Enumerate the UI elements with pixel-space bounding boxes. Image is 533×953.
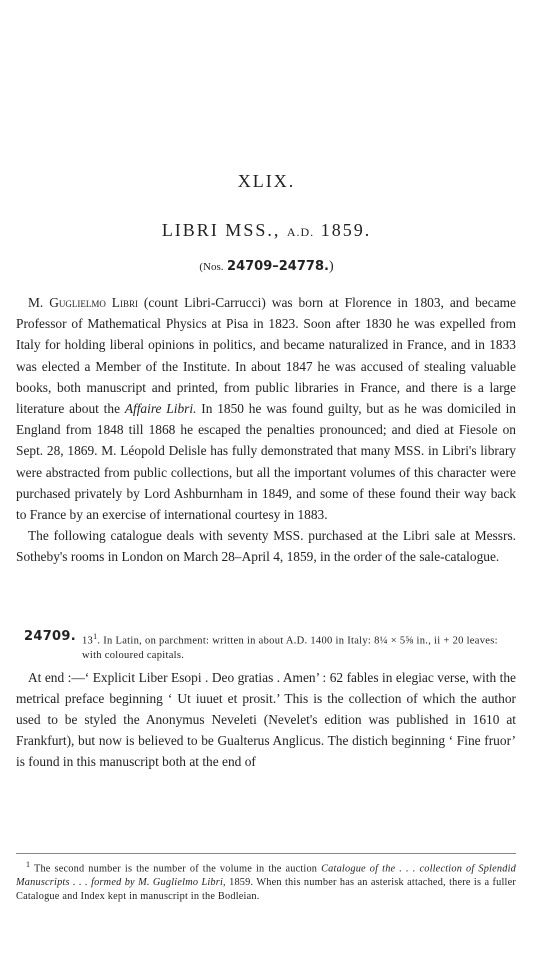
intro-paragraph-1 [16,292,516,525]
chapter-numeral: XLIX. [237,171,296,191]
entry-header [16,630,516,663]
intro-p1-end: In 1850 he was found guilty, but as he was domiciled in England from 1848 till 1868 he escaped the penalties pronounced; and died at Fiesole on Sept. 28, 1869. M. Léopold Delisle has fully demonstrated that many MSS. in Libri's library were abstracted from public collections, but all the important volumes of this character were purchased privately by Lord Ashburnham in 1849, and some of these found their way back to France by an exercise of international courtesy in 1883. [16,401,517,523]
entry-body [16,667,516,773]
footnote-mark: 1 [26,860,31,869]
numbers-suffix: ) [328,259,334,274]
numbers-prefix: (Nos. [199,261,224,273]
footnote-divider [16,853,516,854]
numbers-range: 24709–24778. [227,259,329,274]
manuscript-number-range [0,259,533,275]
footnote-text-b: 1859. When this number has an asterisk attached, there is a fuller Catalogue and Index kept in manuscript in the Bodleian. [16,877,517,903]
entry-description-text: . In Latin, on parchment: written in about A.D. 1400 in Italy: 8¼ × 5⅝ in., ii + 20 leaves: with coloured capitals. [81,635,498,661]
title-year: 1859. [320,220,372,240]
footnote-catalogue-title: Catalogue of the . . . collection of Splendid Manuscripts . . . formed by M. Guglielmo Libri, [16,863,516,889]
footnote-text-a: The second number is the number of the volume in the auction [30,863,322,875]
entry-description [82,630,516,663]
page-title [0,220,533,241]
intro-text [16,292,516,568]
intro-name: M. Guglielmo Libri [28,295,138,310]
entry-number: 24709. [24,629,76,644]
catalogue-entry [16,630,516,773]
entry-volume-footnote-mark: 1 [93,632,98,641]
intro-p1-rest: (count Libri-Carrucci) was born at Florence in 1803, and became Professor of Mathematical Physics at Pisa in 1823. Soon after 1830 he was expelled from Italy for holding liberal opinions in politics, and became naturalized in France, and in 1833 was elected a Member of the Institute. In about 1847 he was accused of stealing valuable books, both manuscript and printed, from public libraries in France, and there is a large literature about the [16,295,517,417]
affaire-title: Affaire Libri. [124,401,197,417]
entry-body-paragraph: At end :—‘ Explicit Liber Esopi . Deo gratias . Amen’ : 62 fables in elegiac verse, with the metrical preface beginning ‘ Ut iuuet et prosit.’ This is the collection of which the author used to be styled the Anonymus Neveleti (Nevelet's edition was published in 1610 at Frankfurt), but now is believed to be Gualterus Anglicus. The distich beginning ‘ Fine fruor’ is found in this manuscript both at the end of [16,669,516,770]
title-era: A.D. [286,225,315,239]
title-main: LIBRI MSS., [161,220,281,240]
entry-volume: 13 [81,635,94,647]
footnote [16,858,516,904]
intro-paragraph-2: The following catalogue deals with seventy MSS. purchased at the Libri sale at Messrs. Sotheby's rooms in London on March 28–April 4, 1859, in the order of the sale-catalogue. [16,528,516,565]
